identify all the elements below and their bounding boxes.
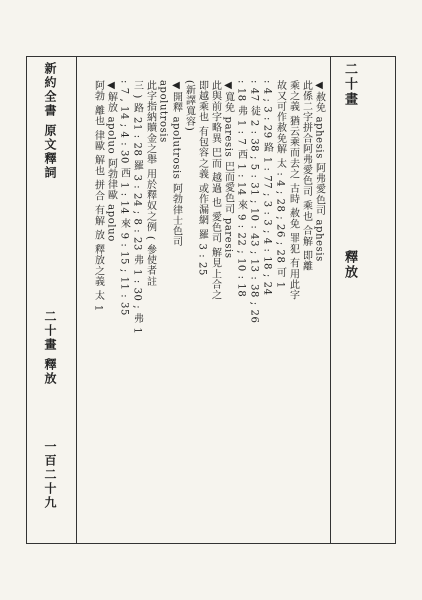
section-heading: 二十畫 [342,62,357,107]
text-column: 阿勃 離也 律歐 解也 拼合 有解 放 釋放之義 太 1 [92,80,104,312]
text-column: 此字指納贖金之舉 用於釋奴之例 ( 參使者註 [144,80,156,287]
text-column: : 18 弗 1 : 7 西 1 : 14 來 9 : 22 ; 10 : 18 [235,80,247,298]
running-subtitle: 二十畫 釋放 [43,310,57,387]
page-number: 一百二十九 [43,440,57,510]
text-column: (新譯寬容) [183,80,195,132]
text-column: 此與前字略異 巴而 越過 也 愛色司 解見上合之 [209,80,221,301]
text-column: 乘之義 猶云乘而去之 古時 赦免 罪犯 有用此字 [287,80,299,301]
text-column: 此係二字拼合阿弗愛色司 乘也 合解 即離 [300,80,312,272]
entry-heading: 釋放 [342,250,357,280]
text-column: apolutrosis [157,80,169,143]
text-column: : 47 徒 2 : 38 ; 5 : 31 ; 10 : 43 ; 13 : 38 ; 26 [248,80,260,324]
text-column: ◀寬免 paresis 巴而愛色司 paresis [222,80,234,259]
text-column: ◀解放 apoluo 阿勃律歐 apoluo [105,80,117,242]
text-column: ◀赦免 aphesis 阿弗愛色司 aphesis [313,80,325,262]
text-column: ◀開釋 apolutrosis 阿勃律士色司 [170,80,182,247]
text-column: : 4 ; 3 : 29 路 1 : 77 ; 3 : 3 ; 4 : 18 ; 24 [261,80,273,296]
text-column: 故又可作赦免解 太 : 4 ; 28 ; 26 ; 28 可 1 [274,80,286,289]
text-column: : 7 , 14 ; 4 : 30 西 1 : 14 來 9 : 15 ; 11 : 35 [118,80,130,316]
right-header-divider [330,56,331,544]
sidebar-divider [76,56,77,544]
text-column: 即越乘也 有包容之義 或作漏網 羅 3 : 25 [196,80,208,276]
running-title: 新約全書 原文釋詞 [43,62,57,181]
text-column: 三 ) 路 21 : 28 羅 3 : 24 ; 8 : 23 弗 1 : 30 ; 弗 1 [131,80,143,335]
